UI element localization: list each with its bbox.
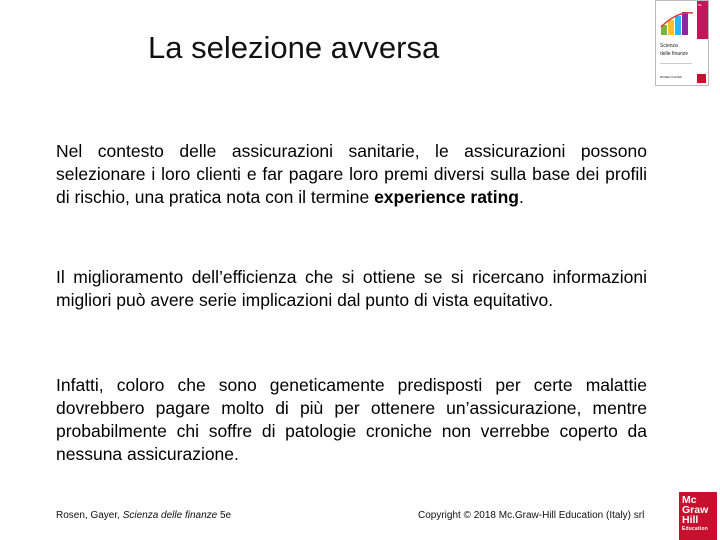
logo-line-mc: Mc [682,494,697,506]
logo-line-education: Education [682,526,708,532]
logo-line-graw: Graw [682,504,709,516]
paragraph-genetic-predisposition: Infatti, coloro che sono geneticamente predisposti per certe malattie dovrebbero pagare molto di più per ottenere un’assicurazione, mentre probabilmente chi soffre di patologie croniche non verrebbe coperto da nessuna assicurazione. [56,375,647,464]
paragraph-efficiency: Il miglioramento dell’efficienza che si ottiene se si ricercano informazioni migliori può avere serie implicazioni dal punto di vista equitativo. [56,267,647,310]
experience-rating-term: experience rating [374,187,519,207]
slide-title: La selezione avversa [148,30,440,65]
footer-copyright: Copyright © 2018 Mc.Graw-Hill Education (Italy) srl [418,510,645,521]
book-cover-title-line1: Scienza [660,43,678,49]
book-cover-publisher-logo [697,74,706,83]
book-cover-divider [660,63,692,64]
book-cover-chart-graphic [659,7,697,37]
paragraph-1-text: Nel contesto delle assicurazioni sanitarie, le assicurazioni possono selezionare i loro clienti e far pagare loro premi diversi sulla base dei profili di rischio, una pratica nota con il termine [56,141,647,207]
logo-line-hill: Hill [682,514,699,526]
footer-book-title: Scienza delle finanze [122,510,218,521]
book-cover-edition: 5E [698,3,702,7]
mcgraw-hill-logo [679,492,717,540]
book-cover-thumbnail [655,0,709,86]
book-cover-edition-band [697,1,708,39]
book-cover-authors: ROSEN GAYER [660,75,682,79]
footer-authors: Rosen, Gayer, [56,510,123,521]
paragraph-experience-rating [56,140,647,209]
footer-edition: 5e [217,510,232,521]
paragraph-1-tail: . [519,187,524,207]
footer-citation [56,510,231,521]
book-cover-title-line2: delle finanze [660,51,689,57]
